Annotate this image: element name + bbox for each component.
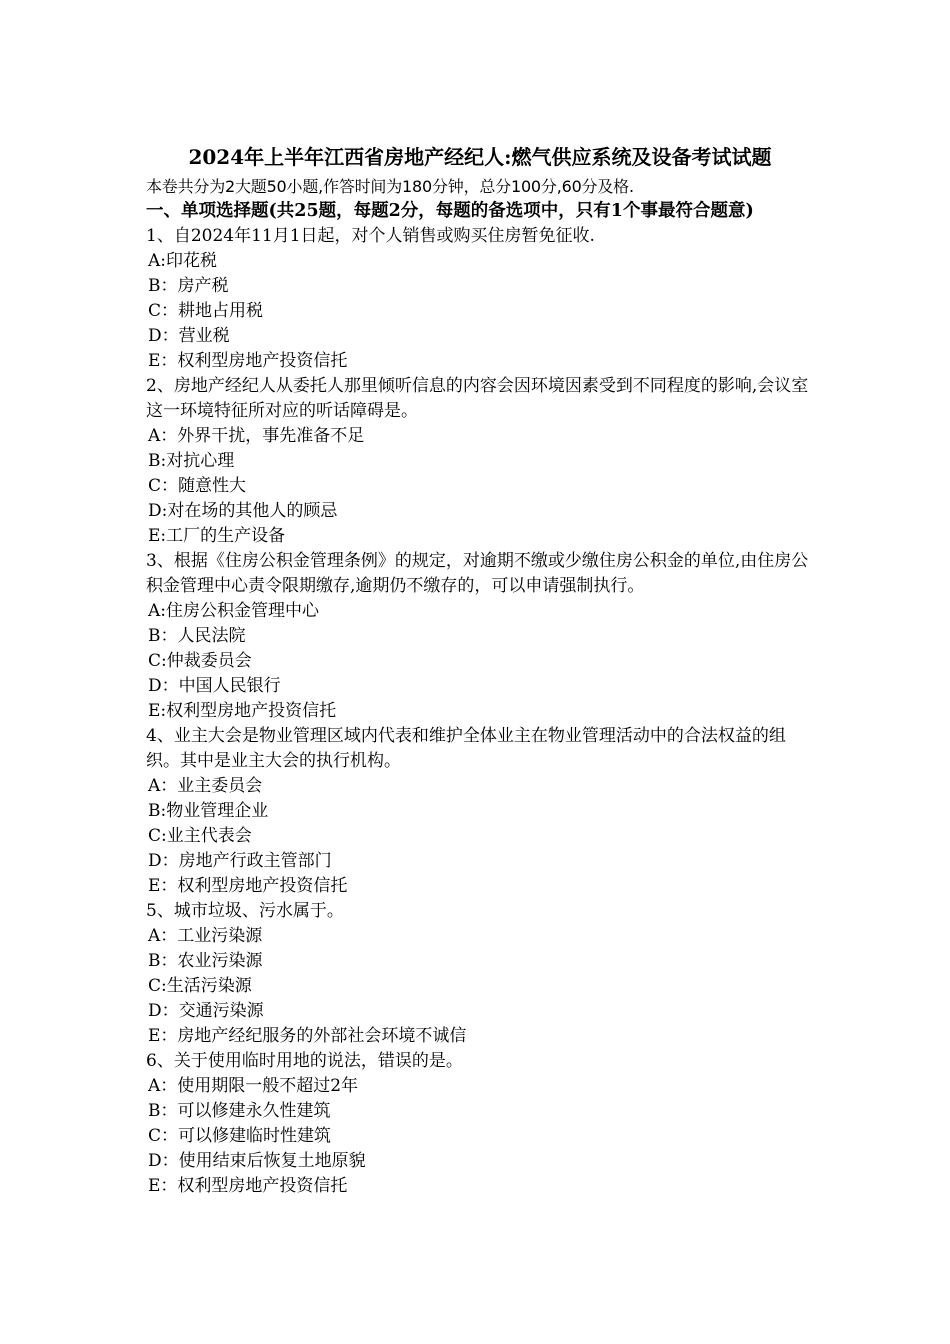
option-a: A：工业污染源 xyxy=(148,926,263,946)
option-c: C：可以修建临时性建筑 xyxy=(148,1126,332,1146)
option-b: B：可以修建永久性建筑 xyxy=(148,1101,331,1121)
question-block xyxy=(146,224,814,374)
option-b: B：农业污染源 xyxy=(148,951,263,971)
question-stem: 4、业主大会是物业管理区域内代表和维护全体业主在物业管理活动中的合法权益的组织。其中是业主大会的执行机构。 xyxy=(146,726,786,771)
document-title: 2024年上半年江西省房地产经纪人:燃气供应系统及设备考试试题 xyxy=(188,145,772,169)
option-a: A:印花税 xyxy=(148,251,218,271)
option-c: C：耕地占用税 xyxy=(148,301,264,321)
option-d: D：中国人民银行 xyxy=(148,676,281,696)
option-b: B:物业管理企业 xyxy=(148,801,269,821)
option-d: D:对在场的其他人的顾忌 xyxy=(148,501,338,521)
option-a: A：外界干扰，事先准备不足 xyxy=(148,426,365,446)
option-c: C:业主代表会 xyxy=(148,826,252,846)
option-d: D：营业税 xyxy=(148,326,230,346)
question-block xyxy=(146,724,814,899)
question-block xyxy=(146,549,814,724)
question-block xyxy=(146,1049,814,1199)
option-a: A:住房公积金管理中心 xyxy=(148,601,320,621)
question-block xyxy=(146,374,814,549)
option-e: E：房地产经纪服务的外部社会环境不诚信 xyxy=(148,1026,467,1046)
document-page xyxy=(146,140,814,1199)
option-e: E:工厂的生产设备 xyxy=(148,526,286,546)
exam-intro: 本卷共分为2大题50小题,作答时间为180分钟，总分100分,60分及格. xyxy=(146,177,634,196)
option-b: B：人民法院 xyxy=(148,626,246,646)
option-d: D：房地产行政主管部门 xyxy=(148,851,332,871)
option-e: E:权利型房地产投资信托 xyxy=(148,701,337,721)
question-stem: 1、自2024年11月1日起，对个人销售或购买住房暂免征收. xyxy=(146,226,595,246)
option-c: C:生活污染源 xyxy=(148,976,252,996)
option-b: B:对抗心理 xyxy=(148,451,235,471)
option-d: D：使用结束后恢复土地原貌 xyxy=(148,1151,366,1171)
question-stem: 2、房地产经纪人从委托人那里倾听信息的内容会因环境因素受到不同程度的影响,会议室这一环境特征所对应的听话障碍是。 xyxy=(146,376,809,421)
option-b: B：房产税 xyxy=(148,276,229,296)
question-stem: 6、关于使用临时用地的说法，错误的是。 xyxy=(146,1051,463,1071)
option-c: C:仲裁委员会 xyxy=(148,651,252,671)
option-a: A：使用期限一般不超过2年 xyxy=(148,1076,359,1096)
option-e: E：权利型房地产投资信托 xyxy=(148,1176,348,1196)
section-heading: 一、单项选择题(共25题，每题2分，每题的备选项中，只有1个事最符合题意) xyxy=(146,201,754,221)
question-stem: 5、城市垃圾、污水属于。 xyxy=(146,901,344,921)
question-block xyxy=(146,899,814,1049)
question-stem: 3、根据《住房公积金管理条例》的规定，对逾期不缴或少缴住房公积金的单位,由住房公积金管理中心责令限期缴存,逾期仍不缴存的，可以申请强制执行。 xyxy=(146,551,809,596)
option-e: E：权利型房地产投资信托 xyxy=(148,351,348,371)
option-c: C：随意性大 xyxy=(148,476,247,496)
option-d: D：交通污染源 xyxy=(148,1001,264,1021)
option-e: E：权利型房地产投资信托 xyxy=(148,876,348,896)
option-a: A：业主委员会 xyxy=(148,776,263,796)
